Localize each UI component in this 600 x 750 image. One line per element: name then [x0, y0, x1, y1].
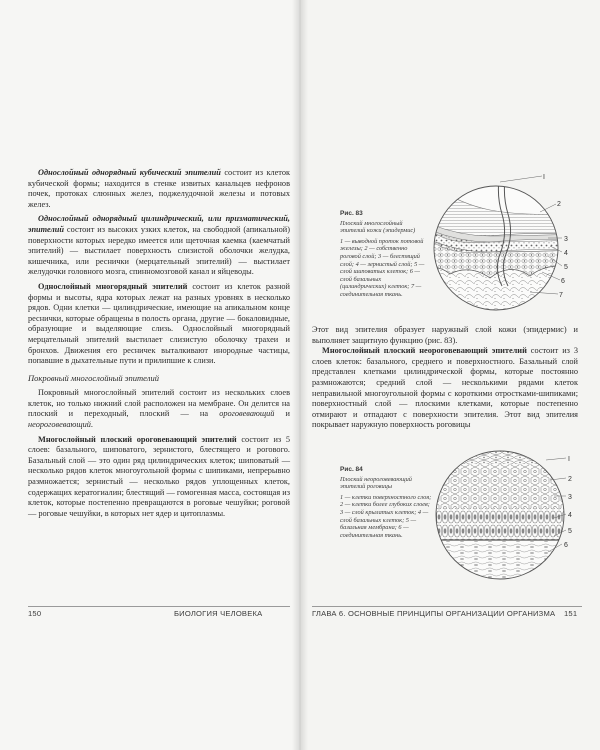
paragraph-keratinized: Многослойный плоский ороговевающий эпителий состоит из 5 слоев: базального, шиповатого, зернистого, блестящего и рогового. Базальный слой — это один ряд цилиндрических клеток; шиповатый — несколько рядов клеток многоугольной формы с шипиками, непрерывно размножается; зернистый — несколько рядов уплощенных клеток, содержащих кератогиалин; блестящий — гомогенная масса, состоящая из клеток, которые постепенно превращаются в роговые чешуйки; роговой — роговые чешуйки, в которых нет ядер и цитоплазмы.	[28, 434, 291, 518]
figure-83-title: Плоский многослойный эпителий кожи (эпидермис)	[340, 219, 416, 235]
figure-83-label-3: 3	[564, 236, 568, 243]
page-number-left: 150	[28, 609, 42, 618]
figure-84-title: Плоский неороговевающий эпителий роговицы	[340, 475, 412, 491]
figure-83-legend: 1 — выводной проток потовой железы; 2 — собственно роговой слой; 3 — блестящий слой; 4 — зернистый слой; 5 — слой шиповатых клеток; 6 — слой базальных (цилиндрических) клеток; 7 — соединительная ткань.	[340, 237, 425, 298]
running-head-left: БИОЛОГИЯ ЧЕЛОВЕКА	[174, 609, 263, 618]
right-page-text	[312, 325, 578, 431]
paragraph-stratified: Покровный многослойный эпителий состоит из нескольких слоев клеток, но только нижний слой расположен на мембране. Он делится на плоский и переходный, плоский — на ороговевающий и неороговевающий.	[28, 388, 291, 430]
right-page	[300, 0, 600, 750]
page-number-right: 151	[564, 609, 578, 618]
figure-84-label-1: I	[568, 456, 570, 463]
figure-84-number: Рис. 84	[340, 466, 363, 473]
figure-84-caption	[340, 466, 432, 539]
left-page-text	[28, 168, 290, 519]
figure-83-skin-epidermis	[430, 174, 578, 320]
paragraph-cuboidal: Однослойный однорядный кубический эпителий состоит из клеток кубической формы; находится в стенке извитых канальцев нефронов почек, протоках слюнных желез, поджелудочной железы и потовых желез.	[28, 168, 290, 209]
paragraph-pseudostratified: Однослойный многорядный эпителий состоит из клеток разной формы и высоты, ядра которых лежат на разных уровнях в несколько рядов. Одни клетки — цилиндрические, имеющие на апикальном конце реснички, которые обращены в полость органа, другие — бокаловидные, образующие и выделяющие слизь. Однослойный многорядный мерцательный эпителий выстилает слизистую оболочку трахеи и бронхов. Движения его ресничек выталкивают инородные частицы, попавшие в дыхательные пути и прилипшие к слизи.	[28, 281, 290, 366]
figure-83-number: Рис. 83	[340, 210, 363, 217]
figure-83-caption	[340, 210, 426, 299]
figure-83-label-2: 2	[557, 201, 561, 208]
footer-rule-right	[312, 606, 582, 607]
figure-84-label-6: 6	[564, 542, 568, 549]
paragraph-columnar: Однослойный однорядный цилиндрический, или призматический, эпителий состоит из высоких узких клеток, на свободной (апикальной) поверхности которых нередко имеется или щеточная каемка (каемчатый эпителий) — выстилает поверхность слизистой оболочки желудка, кишечника, или реснички (мерцательный эпителий) — выстилает желудочки головного мозга, спинномозговой канал и яйцеводы.	[28, 214, 290, 277]
figure-84-label-5: 5	[568, 528, 572, 535]
figure-83-label-5: 5	[564, 264, 568, 271]
figure-84-label-3: 3	[568, 494, 572, 501]
figure-83-label-6: 6	[561, 278, 565, 285]
figure-83-label-7: 7	[559, 292, 563, 299]
figure-83-label-1: I	[543, 174, 545, 181]
subheading: Покровный многослойный эпителий	[28, 372, 159, 383]
book-gutter	[292, 0, 308, 750]
paragraph-epidermis: Этот вид эпителия образует наружный слой кожи (эпидермис) и выполняет защитную функцию (рис. 83).	[312, 325, 578, 345]
footer-rule-left	[28, 606, 290, 607]
running-head-right: ГЛАВА 6. ОСНОВНЫЕ ПРИНЦИПЫ ОРГАНИЗАЦИИ ОРГАНИЗМА	[312, 609, 556, 618]
figure-83-label-4: 4	[564, 250, 568, 257]
figure-84-label-4: 4	[568, 512, 572, 519]
paragraph-nonkeratinized: Многослойный плоский неороговевающий эпителий состоит из 3 слоев клеток: базального, среднего и поверхностного. Базальный слой представлен клетками цилиндрической формы, которые постоянно размножаются; средний слой — несколькими рядами клеток неправильной многоугольной формы с короткими отростками-шипиками; поверхностный слой — плоскими клетками, которые постепенно отмирают и отпадают с поверхности эпителия. Этот вид эпителия покрывает наружную поверхность роговицы	[312, 346, 578, 430]
figure-84-label-2: 2	[568, 476, 572, 483]
figure-84-legend: 1 — клетки поверхностного слоя; 2 — клетки более глубоких слоев; 3 — слой крылатых клеток; 4 — слой базальных клеток; 5 — базальная мембрана; 6 — соединительная ткань.	[340, 493, 432, 539]
figure-84-cornea-epithelium	[430, 440, 580, 590]
